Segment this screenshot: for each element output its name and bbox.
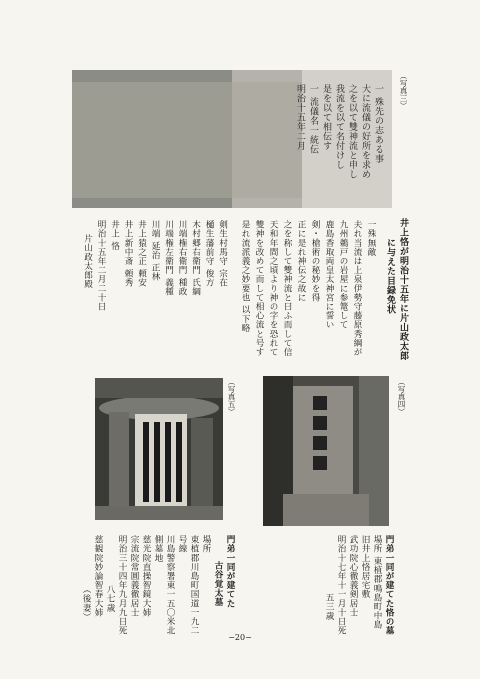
grave-post-photo [263,376,389,526]
scroll-photo [72,70,392,208]
grave-left-block [80,535,236,636]
scroll-text [293,84,384,199]
lineage-line: 明治十五年二月二十日 [96,220,106,311]
body-line: 夫れ当流は上泉伊勢守藤原秀綱が [352,220,362,357]
monument-photo [95,378,223,520]
grave-left-line: 慈光院直操智鏡大姉 [141,535,151,617]
scroll-line: 之を以て雙神流と申し [347,84,357,179]
grave-post-image [263,376,389,526]
lineage-line: 井上 恪 [109,220,120,251]
body-line: 雙神を改めて而して相心流と号す [254,220,264,357]
grave-left-line: 場所 [201,535,211,554]
grave-right-title: 門弟一同が建てた恪の墓 [384,535,394,636]
lineage-line: 井上猿之正 頼安 [136,220,147,287]
title-line: 井上恪が明治十五年に片山政太郎 [398,218,408,361]
grave-right-line: 五三歳 [324,593,334,621]
grave-left-line: 側墓地 [153,535,163,563]
lineage-line: 川端権左衛門 義種 [163,220,174,297]
photo4-caption: （写真四） [397,378,406,416]
lineage-line: 片山政太郎殿 [82,234,93,289]
body-line: 之を称して雙神流と曰ふ而して信 [282,220,292,357]
grave-left-line: 東植郡川島町国道一九二 [189,535,199,636]
lineage-line: 樋生藩前守 俊方 [204,220,214,287]
document-title [383,218,409,361]
page-number: −20− [228,633,252,642]
scroll-line: 我流を以て名付けし [334,84,344,170]
monument-photo-image [95,378,223,520]
lineage-line: 川端 延治 正林 [150,220,160,282]
grave-left-line: 川島警察署東一五〇米北 [165,535,175,636]
grave-right-line: 旧井上恪居宅敷 [360,535,370,599]
body-line: 剣・槍術の秘妙を得 [310,220,320,302]
grave-left-title2: 古谷覚太墓 [213,561,223,607]
body-line: 是れ流派義之妙要也 以下略 [240,220,250,333]
body-line: 九州鵜戸の岩屋に参篭して [338,220,348,330]
grave-right-block [323,535,395,636]
photo5-caption: （写真五） [227,378,236,416]
grave-left-line: 明治三十四年九月九日死 [117,535,127,636]
grave-left-line: 慈観院妙論智春大姉 [93,535,103,617]
title-line: に与えた目録免状 [385,238,395,314]
photo3-caption: （写真三） [399,72,408,110]
scroll-line: 大に流儀の好所を求め [360,84,370,179]
grave-left-line: 八七歳 [105,585,115,613]
grave-left-line: （後妻） [81,585,91,622]
body-line: 天和年間之頃より神の字を恐れて [268,220,278,357]
lineage-line: 井上新中斎 頼秀 [123,220,133,287]
body-line: 鹿島香取両皇太神宮に誓い [324,220,334,330]
scroll-line: 一 流儀名一統伝 [308,84,318,154]
body-line: 正に是れ神伝之故に [296,220,306,302]
grave-left-line: 宗流院常圓義徹居士 [129,535,139,617]
grave-right-line: 場所 東植郡鳴島町中島 [372,535,382,630]
lineage-line: 木村郷右衛門 氏綱 [190,220,201,297]
scroll-line: 明治十五年二月 [295,84,305,151]
grave-right-line: 武功院心徹義剣居士 [348,535,358,617]
grave-left-title: 門弟一同が建てた [225,535,235,608]
scroll-line: 一 殊先の志ある事 [373,84,383,164]
grave-right-line: 明治十七年十一月十日死 [336,535,346,636]
grave-left-line: 号線 [177,535,187,554]
lineage-list [80,220,229,360]
document-body [238,220,378,360]
lineage-line: 川端権右衛門 種政 [177,220,187,297]
scroll-line: 是を以て相伝す [321,84,331,151]
lineage-line: 剣生村馬守 宗在 [217,220,228,287]
body-line: 一殊無敵 [366,220,376,257]
